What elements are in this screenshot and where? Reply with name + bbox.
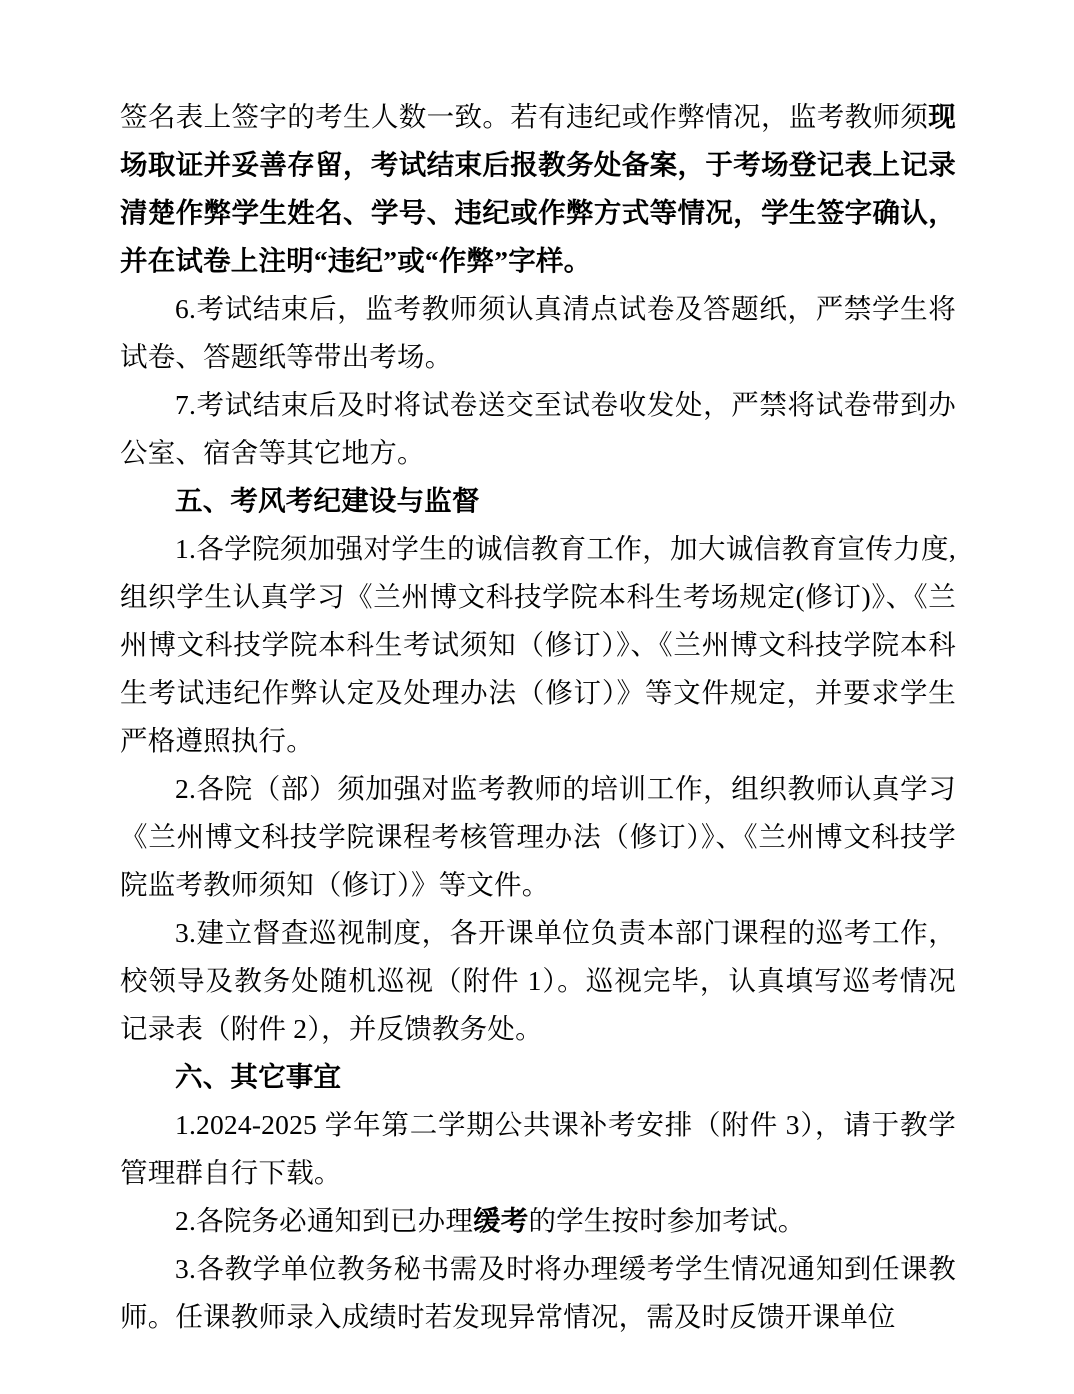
paragraph bbox=[120, 525, 956, 765]
paragraph bbox=[120, 1245, 956, 1341]
paragraph bbox=[120, 1197, 956, 1245]
bold-text-run: 六、其它事宜 bbox=[175, 1061, 342, 1092]
text-run: 1.2024-2025 学年第二学期公共课补考安排（附件 3），请于教学管理群自行下载。 bbox=[120, 1109, 956, 1188]
paragraph bbox=[120, 93, 956, 285]
bold-text-run: 五、考风考纪建设与监督 bbox=[175, 485, 480, 516]
section-heading bbox=[120, 477, 956, 525]
bold-text-run: 现场取证并妥善存留，考试结束后报教务处备案，于考场登记表上记录清楚作弊学生姓名、学号、违纪或作弊方式等情况，学生签字确认，并在试卷上注明“违纪”或“作弊”字样。 bbox=[120, 101, 956, 276]
text-run: 3.各教学单位教务秘书需及时将办理缓考学生情况通知到任课教师。任课教师录入成绩时若发现异常情况，需及时反馈开课单位 bbox=[120, 1253, 956, 1332]
paragraph bbox=[120, 765, 956, 909]
text-run: 的学生按时参加考试。 bbox=[528, 1205, 806, 1236]
paragraph bbox=[120, 1101, 956, 1197]
text-run: 2.各院务必通知到已办理 bbox=[175, 1205, 474, 1236]
text-run: 3.建立督查巡视制度，各开课单位负责本部门课程的巡考工作，校领导及教务处随机巡视（附件 1）。巡视完毕，认真填写巡考情况记录表（附件 2），并反馈教务处。 bbox=[120, 917, 956, 1044]
paragraph bbox=[120, 381, 956, 477]
text-run: 2.各院（部）须加强对监考教师的培训工作，组织教师认真学习《兰州博文科技学院课程考核管理办法（修订）》、《兰州博文科技学院监考教师须知（修订）》等文件。 bbox=[120, 773, 956, 900]
text-run: 1.各学院须加强对学生的诚信教育工作，加大诚信教育宣传力度,组织学生认真学习《兰州博文科技学院本科生考场规定(修订)》、《兰州博文科技学院本科生考试须知（修订）》、《兰州博文科技学院本科生考试违纪作弊认定及处理办法（修订）》等文件规定，并要求学生严格遵照执行。 bbox=[120, 533, 956, 756]
text-run: 签名表上签字的考生人数一致。若有违纪或作弊情况，监考教师须 bbox=[120, 101, 929, 132]
paragraph bbox=[120, 285, 956, 381]
text-run: 6.考试结束后，监考教师须认真清点试卷及答题纸，严禁学生将试卷、答题纸等带出考场。 bbox=[120, 293, 956, 372]
bold-text-run: 缓考 bbox=[473, 1205, 529, 1236]
paragraph bbox=[120, 909, 956, 1053]
text-run: 7.考试结束后及时将试卷送交至试卷收发处，严禁将试卷带到办公室、宿舍等其它地方。 bbox=[120, 389, 956, 468]
section-heading bbox=[120, 1053, 956, 1101]
